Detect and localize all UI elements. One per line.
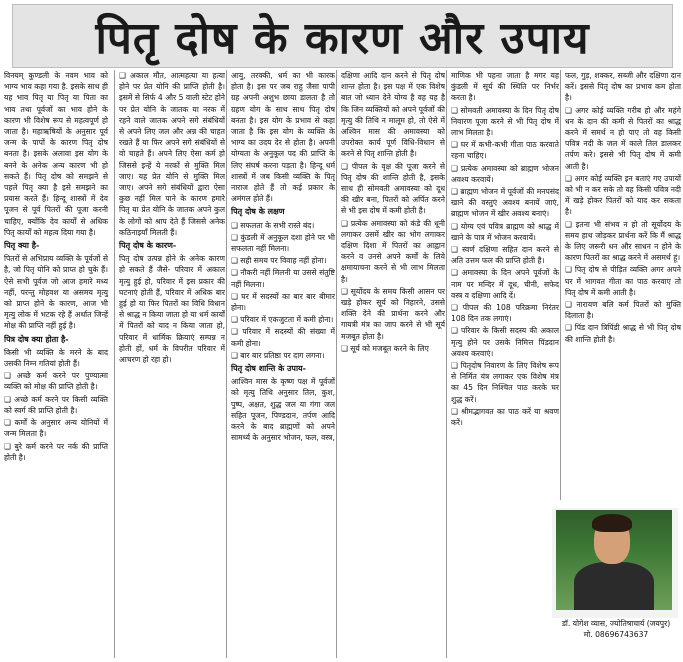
subheading: पित्र दोष क्या होता है- [4,334,69,344]
paragraph: आयु, तरक्की, धर्म का भी कारक होता है। इस पर जब राहु जैसा पापी ग्रह अपनी अशुभ छाया डालता है तो ग्रहण योग के साथ साथ पितृ दोष बनता है। इस योग के प्रभाव से कहा जाता है कि इस योग के व्यक्ति के भाग्य का उदय देर से होता है। अपनी योग्यता के अनुकूल पद की प्राप्ति के लिए संघर्ष करना पड़ता है। हिन्दू धर्म शास्त्रों में जब किसी व्यक्ति के पितृ नाराज होते हैं तो कई प्रकार के अमंगल होते हैं। [231,71,335,204]
paragraph: ❑ अकाल मौत, आत्महत्या या हत्या होने पर प्रेत योनि की प्राप्ति होती है। इसमें से सिर्फ 4 और 5 वाली स्टेट होने पर प्रेत योनि के जातक या नरक में रहने वाले जातक अपने सगे संबंधियों से अपने लिए जल और अन्न की चाहत रखते हैं या फिर अपने सगे संबंधियों से वो चाहते हैं। अपने लिए ऐसा कर्म हो जिससे इन्हें ये नरकों से मुक्ति मिल जाए। यह प्रेत योनि से मुक्ति मिल जाए। अपने सगे संबंधियों द्वारा ऐसा कुछ नहीं मिल पाने के कारण हमारे पितृ या प्रेत योनि के जातक अपने कुल के लोगों को श्राप देते हैं जिससे अनेक कठिनाइयाँ मिलती हैं। [119,71,225,237]
bullet-item: ❑ अच्छे कर्म करने पर किसी व्यक्ति को स्वर्ग की प्राप्ति होती है। [4,394,108,415]
page-title: पितृ दोष के कारण और उपाय [95,13,590,64]
bullet-item: ❑ स्वर्ण दक्षिणा सहित दान करने से अति उत्तम फल की प्राप्ति होती है। [451,245,559,266]
author-photo [556,510,672,610]
bullet-item: ❑ पितृदोष निवारण के लिए विशेष रूप से निर्मित यंत्र लगाकर एक विशेष मंत्र का 45 दिन निश्चित पाठ करके घर शुद्ध करें। [451,361,559,404]
author-caption [558,618,674,640]
paragraph: आश्विन मास के कृष्ण पक्ष में पूर्वजों को मृत्यु तिथि अनुसार तिल, कुश, पुष्प, अक्षत, शुद्ध जल या गंगा जल सहित पूजन, पिण्डदान, तर्पण आदि करने के बाद ब्राह्मणों को अपने सामर्थ्य के अनुसार भोजन, फल, वस्त्र, [231,377,335,443]
title-banner [12,4,673,68]
bullet-item: ❑ योग्य एवं पवित्र ब्राह्मण को श्राद्ध में खाने के पात्र में भोजन करवायें। [451,221,559,242]
author-photo-box [552,508,678,618]
paragraph: फल, गुड़, शक्कर, सब्जी और दक्षिणा दान करें। इससे पितृ दोष का प्रभाव कम होता है। [565,71,681,103]
paragraph: विनयम् कुण्डली के नवम भाव को भाग्य भाव कहा गया है. इसके साथ ही यह भाव पितृ या पितृ या पिता का भाव तथा पूर्वजों का भाव होने के कारण भी विशेष रूप से महत्वपूर्ण हो जाता है। महाऋषियों के अनुसार पूर्व जन्म के पापों के कारण पितृ दोष बनता है। इसके अलावा इस योग के बनने के अनेक अन्य कारण भी हो सकते हैं। पितृ दोष को समझने से पहले पितृ क्या है इसे समझने का प्रयास करते हैं। हिन्दू शास्त्रों में देव पूजन से पूर्व पितरों की पूजा करनी चाहिए, क्योंकि देव कार्यों से अधिक पितृ कार्यों को महत्व दिया गया है। [4,71,108,237]
paragraph: किसी भी व्यक्ति के मरने के बाद उसकी निम्न गतियां होती हैं। [4,347,108,369]
column-1 [4,70,111,658]
bullet-item: ❑ कुंडली में अनुकूल दशा होने पर भी सफलता नहीं मिलना। [231,232,335,254]
bullet-item: ❑ अगर कोई व्यक्ति गरीब हो और महंगे धन के दान की कमी से पितरों का श्राद्ध करने में समर्थ न हो पाए तो वह किसी पवित्र नदी के जल में काले तिल डालकर तर्पण करे। इससे भी पितृ दोष में कमी आती है। [565,105,681,171]
bullet-item: ❑ पिंड दान त्रिपिंडी श्राद्ध से भी पितृ दोष की शान्ति होती है। [565,323,681,344]
paragraph: माणिक भी पहना जाता है मगर यह कुंडली में सूर्य की स्थिति पर निर्भर करता है। [451,71,559,103]
subheading: पितृ दोष के कारण- [119,241,177,251]
author-name: डॉ. योगेश व्यास, ज्योतिषाचार्य (जयपुर) [561,619,671,628]
bullet-item: ❑ पीपल की 108 परिक्रमा निरंतर 108 दिन तक लगाएं। [451,303,559,324]
column-2 [114,70,225,658]
bullet-item: ❑ प्रत्येक अमावस्या को कंडे की धूनी लगाकर उसमें खीर का भोग लगाकर दक्षिण दिशा में पितरों का आह्वान करने व उनसे अपने कर्मों के लिये क्षमायाचना करने से भी लाभ मिलता है। [341,218,445,284]
subheading: पितृ दोष के लक्षण [231,207,285,217]
column-3 [226,70,335,658]
bullet-item: ❑ घर में कभी-कभी गीता पाठ करवाते रहना चाहिए। [451,140,559,161]
bullet-item: ❑ अगर कोई व्यक्ति इन बताएं गए उपायों को भी न कर सके तो वह किसी पवित्र नदी में खड़े होकर पितरों को याद कर सकता है। [565,173,681,217]
paragraph: दक्षिणा आदि दान करने से पितृ दोष शान्त होता है। इस पक्ष में एक विशेष बात जो ध्यान देने योग्य है वह यह है कि जिन व्यक्तियों को अपने पूर्वजों की मृत्यु की तिथि न मालूम हो, तो ऐसे में अश्विन मास की अमावस्या को उपरोक्त कार्य पूर्ण विधि-विधान से करने से पितृ शान्ति होती है। [341,71,445,159]
bullet-item: ❑ पितृ दोष से पीड़ित व्यक्ति अगर अपने घर में भागवत गीता का पाठ करवाए तो पितृ दोष में कमी आती है। [565,265,681,297]
bullet-item: ❑ अमावस्या के दिन अपने पूर्वजों के नाम पर मन्दिर में दूध, चीनी, सफेद वस्त्र व दक्षिणा आदि दें। [451,268,559,300]
bullet-item: ❑ बुरे कर्म करने पर नर्क की प्राप्ति होती है। [4,441,108,462]
subheading: पितृ दोष शान्ति के उपाय- [231,364,306,374]
bullet-item: ❑ सूर्योदय के समय किसी आसन पर खड़े होकर सूर्य को निहारने, उससे शक्ति देने की प्रार्थना करने और गायत्री मंत्र का जाप करने से भी सूर्य मजबूत होता है। [341,286,445,341]
column-5 [446,70,559,658]
bullet-item: ❑ कर्मों के अनुसार अन्य योनियों में जन्म मिलता है। [4,418,108,439]
subheading: पितृ क्या है- [4,241,40,251]
bullet-item: ❑ बार बार प्रतिष्ठा पर दाग लगना। [231,350,325,360]
bullet-item: ❑ इतना भी संभव न हो तो सूर्योदय के समय हाथ जोड़कर प्रार्थना करें कि मैं श्राद्ध के लिए जरूरी धन और साधन न होने के कारण पितरों का श्राद्ध करने में असमर्थ हूं। [565,219,681,263]
bullet-item: ❑ घर में सदस्यों का बार बार बीमार होना। [231,291,335,313]
bullet-item: ❑ सोमवती अमावस्या के दिन पितृ दोष निवारण पूजा करने से भी पितृ दोष में लाभ मिलता है। [451,105,559,138]
author-phone: मो. 08696743637 [583,630,649,639]
bullet-item: ❑ सही समय पर विवाह नहीं होना। [231,256,327,266]
bullet-item: ❑ परिवार में एकजुटता में कमी होना। [231,315,334,325]
bullet-item: ❑ प्रत्येक अमावस्या को ब्राह्मण भोजन अवश्य करवायें। [451,163,559,184]
column-6 [560,70,681,500]
bullet-item: ❑ परिवार में सदस्यों की संख्या में कमी होना। [231,327,335,348]
bullet-item: ❑ सफलता के सभी रास्ते बंद। [231,220,315,230]
bullet-item: ❑ नौकरी नहीं मिलनी या उससे संतुष्टि नहीं मिलना। [231,268,335,289]
paragraph: पितृ दोष उत्पन्न होने के अनेक कारण हो सकते हैं जैसे- परिवार में अकाल मृत्यु हुई हो, परिवार में इस प्रकार की घटनाएं होती हैं, परिवार में अधिक बार हुई हो या फिर पितरों का विधि विधान से श्राद्ध न किया जाता हो या धर्म कार्यों में पितरों को याद न किया जाता हो, परिवार में धार्मिक क्रियाएं सम्पन्न न होती हों, धर्म के विपरीत परिवार में आचरण हो रहा हो। [119,254,225,365]
bullet-item: ❑ अच्छे कर्म करने पर पुण्यात्मा व्यक्ति को मोक्ष की प्राप्ति होती है। [4,371,108,392]
bullet-item: ❑ ब्राह्मण भोजन में पूर्वजों की मनपसंद खाने की वस्तुएं अवश्य बनायें जाएं, ब्राह्मण भोजन में खीर अवश्य बनाएं। [451,187,559,219]
bullet-item: ❑ श्रीमद्भागवत का पाठ करें या श्रवण करें। [451,406,559,428]
bullet-item: ❑ परिवार के किसी सदस्य की अकाल मृत्यु होने पर उसके निमित्त पिंडदान अवश्य करवाएं। [451,326,559,358]
paragraph: पितरों से अभिप्राय व्यक्ति के पूर्वजों से है, जो पितृ योनि को प्राप्त हो चुके हैं। ऐसे सभी पूर्वज जो आज हमारे मध्य नहीं, परन्तु मोहवश या असमय मृत्यु को प्राप्त होने के कारण, आज भी मृत्यु लोक में भटक रहे हैं अर्थात जिन्हें मोक्ष की प्राप्ति नहीं हुई है। [4,254,108,331]
bullet-item: ❑ नारायण बलि कर्म पितरों को मुक्ति दिलाता है। [565,300,681,321]
bullet-item: ❑ पीपल के वृक्ष की पूजा करने से पितृ दोष की शान्ति होती है, इसके साथ ही सोमवती अमावस्या को दूध की खीर बना, पितरों को अर्पित करने से भी इस दोष में कमी होती है। [341,161,445,216]
bullet-item: ❑ सूर्य को मजबूत करने के लिए [341,343,429,353]
column-4 [336,70,445,658]
